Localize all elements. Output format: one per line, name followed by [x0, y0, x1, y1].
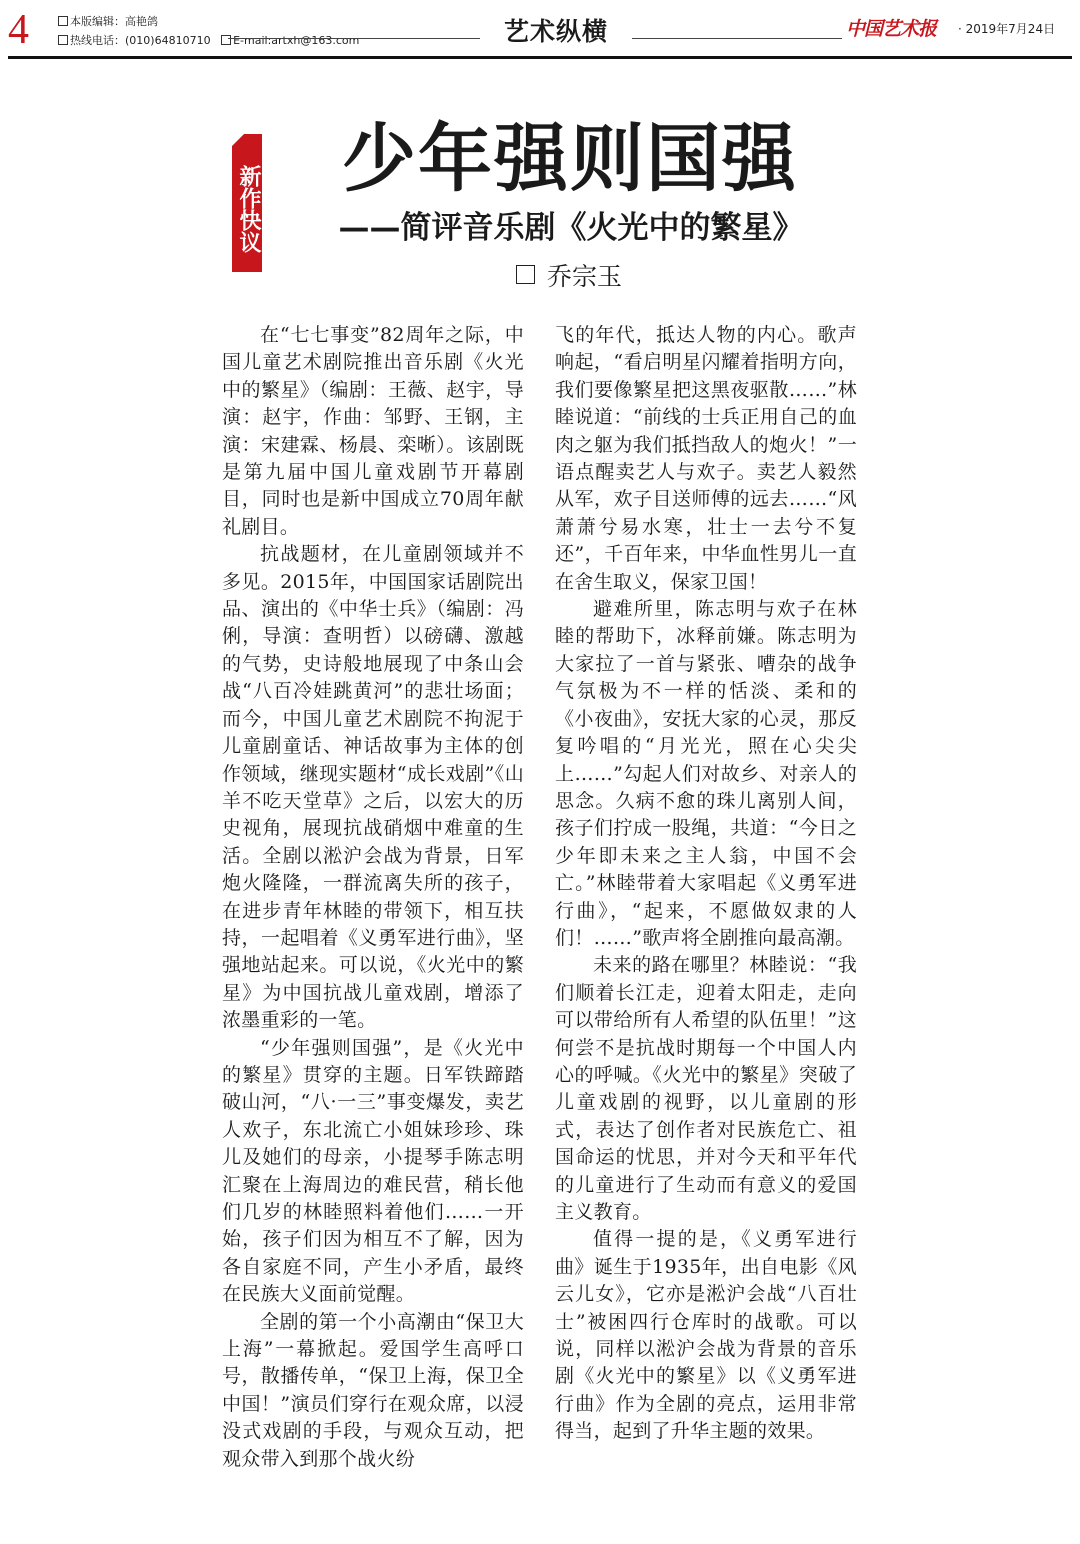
checkbox-icon — [58, 16, 68, 26]
article-title: 少年强则国强 — [342, 116, 798, 202]
checkbox-icon — [221, 35, 231, 45]
box-icon — [516, 265, 535, 284]
checkbox-icon — [58, 35, 68, 45]
paragraph: “少年强则国强”，是《火光中的繁星》贯穿的主题。日军铁蹄踏破山河，“八·一三”事变爆发，卖艺人欢子，东北流亡小姐妹珍珍、珠儿及她们的母亲，小提琴手陈志明汇聚在上海周边的难民营，稍长他们几岁的林睦照料着他们……一开始，孩子们因为相互不了解，因为各自家庭不同，产生小矛盾，最终在民族大义面前觉醒。 — [222, 1036, 524, 1306]
hotline-text: 热线电话：(010)64810710 — [70, 34, 211, 47]
issue-date: · 2019年7月24日 — [958, 22, 1056, 36]
paragraph: 避难所里，陈志明与欢子在林睦的帮助下，冰释前嫌。陈志明为大家拉了一首与紧张、嘈杂的战争气氛极为不一样的恬淡、柔和的《小夜曲》，安抚大家的心灵，那反复吟唱的“月光光，照在心尖尖上……”勾起人们对故乡、对亲人的思念。久病不愈的珠儿离别人间，孩子们拧成一股绳，共道：“今日之少年即未来之主人翁，中国不会亡。”林睦带着大家唱起《义勇军进行曲》，“起来，不愿做奴隶的人们！……”歌声将全剧推向最高潮。 — [555, 598, 857, 949]
header-rule-left — [228, 38, 480, 39]
contact-line — [58, 34, 359, 48]
paragraph: 抗战题材，在儿童剧领域并不多见。2015年，中国国家话剧院出品、演出的《中华士兵》（编剧：冯俐，导演：查明哲）以磅礴、激越的气势，史诗般地展现了中条山会战“八百冷娃跳黄河”的悲壮场面；而今，中国儿童艺术剧院不拘泥于儿童剧童话、神话故事为主体的创作领域，继现实题材“成长戏剧”《山羊不吃天堂草》之后，以宏大的历史视角，展现抗战硝烟中难童的生活。全剧以淞沪会战为背景，日军炮火隆隆，一群流离失所的孩子，在进步青年林睦的带领下，相互扶持，一起唱着《义勇军进行曲》，坚强地站起来。可以说，《火光中的繁星》为中国抗战儿童戏剧，增添了浓墨重彩的一笔。 — [222, 543, 524, 1032]
email-text[interactable]: E-mail:artxh@163.com — [233, 34, 360, 47]
article-subtitle: ——简评音乐剧《火光中的繁星》 — [338, 210, 804, 246]
paragraph: 值得一提的是，《义勇军进行曲》诞生于1935年，出自电影《风云儿女》，它亦是淞沪会战“八百壮士”被困四行仓库时的战歌。可以说，同样以淞沪会战为背景的音乐剧《火光中的繁星》以《义勇军进行曲》作为全剧的亮点，运用非常得当，起到了升华主题的效果。 — [555, 1228, 857, 1443]
paragraph: 全剧的第一个小高潮由“保卫大上海”一幕掀起。爱国学生高呼口号，散播传单，“保卫上海，保卫全中国！”演员们穿行在观众席，以浸没式戏剧的手段，与观众互动，把观众带入到那个战火纷 — [222, 1310, 524, 1470]
paragraph: 在“七七事变”82周年之际，中国儿童艺术剧院推出音乐剧《火光中的繁星》（编剧：王薇、赵宇，导演：赵宇，作曲：邹野、王钢，主演：宋建霖、杨晨、栾晰）。该剧既是第九届中国儿童戏剧节开幕剧目，同时也是新中国成立70周年献礼剧目。 — [222, 324, 524, 538]
newspaper-logo: 中国艺术报 — [846, 18, 937, 40]
page-header — [0, 0, 1080, 60]
editor-text: 本版编辑：高艳鸽 — [70, 15, 158, 28]
article-column-2 — [555, 322, 857, 1446]
editor-line — [58, 15, 158, 29]
section-title: 艺术纵横 — [503, 17, 608, 46]
paragraph: 未来的路在哪里？林睦说：“我们顺着长江走，迎着太阳走，走向可以带给所有人希望的队伍里！”这何尝不是抗战时期每一个中国人内心的呼喊。《火光中的繁星》突破了儿童戏剧的视野，以儿童剧的形式，表达了创作者对民族危亡、祖国命运的忧思，并对今天和平年代的儿童进行了生动而有意义的爱国主义教育。 — [555, 954, 857, 1223]
author-name: 乔宗玉 — [547, 262, 623, 291]
page-number: 4 — [8, 7, 29, 53]
byline — [516, 262, 622, 292]
column-tag-label: 新作快议 — [236, 165, 261, 253]
article-column-1 — [222, 322, 524, 1473]
paragraph-continued: 飞的年代，抵达人物的内心。歌声响起，“看启明星闪耀着指明方向，我们要像繁星把这黑夜驱散……”林睦说道：“前线的士兵正用自己的血肉之躯为我们抵挡敌人的炮火！”一语点醒卖艺人与欢子。卖艺人毅然从军，欢子目送师傅的远去……“风萧萧兮易水寒，壮士一去兮不复还”，千百年来，中华血性男儿一直在舍生取义，保家卫国！ — [555, 324, 857, 593]
header-divider — [8, 56, 1072, 59]
column-tag-notch — [232, 134, 244, 146]
header-rule-right — [632, 38, 842, 39]
